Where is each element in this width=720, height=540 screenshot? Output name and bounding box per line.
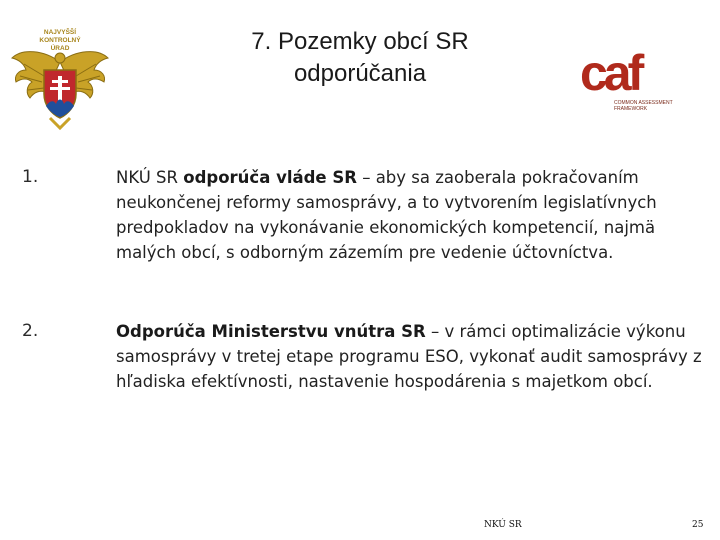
footer-label: NKÚ SR [484, 520, 522, 530]
svg-text:KONTROLNÝ: KONTROLNÝ [39, 37, 81, 44]
item-number: 1. [22, 167, 39, 187]
svg-text:caf: caf [580, 45, 641, 101]
item-rest: – aby sa zaoberala pokračovaním neukončenej reformy samosprávy, a to vytvorením legislatívnych predpokladov na vykonávanie ekonomických kompetencií, najmä malých obcí, s odborným zázemím pre vedenie účtovníctva. [116, 168, 657, 262]
item-text [116, 319, 706, 394]
item-highlight: odporúča vláde SR [183, 168, 357, 187]
svg-text:FRAMEWORK: FRAMEWORK [614, 106, 648, 112]
svg-text:COMMON ASSESSMENT: COMMON ASSESSMENT [614, 100, 673, 106]
item-highlight: Odporúča Ministerstvu vnútra SR [116, 322, 426, 341]
slide-title-line-2: odporúčania [293, 60, 427, 87]
slide-title-line-1: 7. Pozemky obcí SR [251, 28, 469, 55]
slide-title [170, 26, 550, 90]
item-rest: – v rámci optimalizácie výkonu samosprávy v tretej etape programu ESO, vykonať audit samosprávy z hľadiska efektívnosti, nastavenie hospodárenia s majetkom obcí. [116, 322, 702, 391]
page-number: 25 [692, 520, 704, 530]
item-lead: NKÚ SR [116, 168, 184, 187]
svg-text:NAJVYŠŠÍ: NAJVYŠŠÍ [43, 29, 77, 36]
caf-logo [578, 44, 678, 114]
svg-text:ÚRAD: ÚRAD [50, 45, 70, 52]
item-text [116, 165, 706, 265]
logo-text [39, 27, 81, 52]
item-number: 2. [22, 321, 39, 341]
nku-coat-of-arms-logo [4, 20, 116, 132]
